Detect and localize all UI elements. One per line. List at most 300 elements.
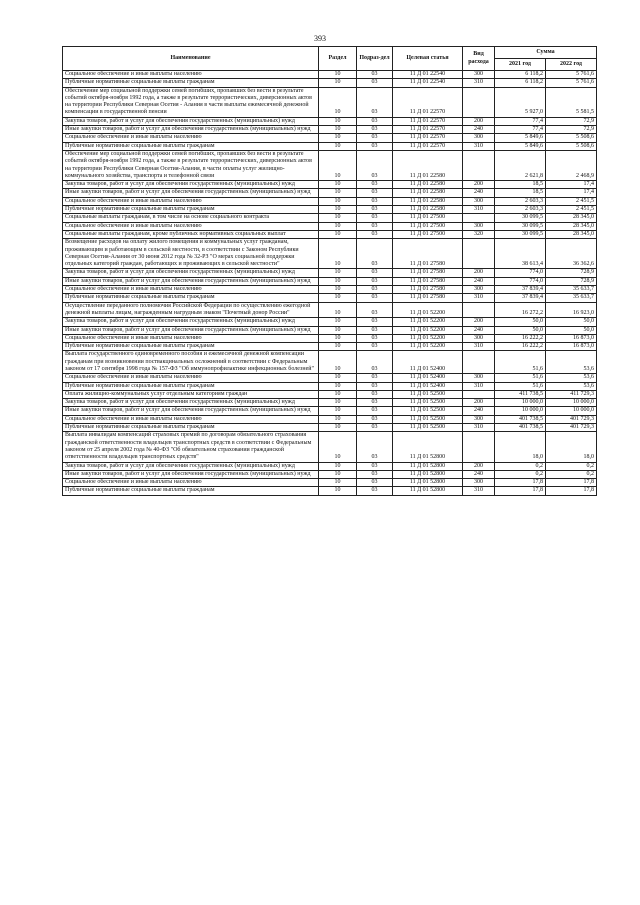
row-sum-2021: 51,6 bbox=[495, 351, 546, 374]
row-name: Выплата инвалидам компенсаций страховых премий по договорам обязательного страхования гражданской ответственности владельцев транспортных средств в соответствии с Федеральным законом от 25 апреля 2002 года № 40-ФЗ "Об обязательном страховании гражданской ответственности владельцев транспортных средств" bbox=[63, 432, 319, 462]
table-row bbox=[63, 351, 597, 374]
row-subsection: 03 bbox=[357, 432, 393, 462]
row-expense-type: 310 bbox=[463, 206, 495, 214]
table-row bbox=[63, 206, 597, 214]
row-name: Иные закупки товаров, работ и услуг для обеспечения государственных (муниципальных) нужд bbox=[63, 326, 319, 334]
row-name: Публичные нормативные социальные выплаты гражданам bbox=[63, 487, 319, 495]
header-sum: Сумма bbox=[495, 47, 597, 59]
row-sum-2022: 28 345,0 bbox=[546, 230, 597, 238]
table-row bbox=[63, 277, 597, 285]
row-subsection: 03 bbox=[357, 479, 393, 487]
row-sum-2021: 16 222,2 bbox=[495, 343, 546, 351]
row-target: 11 Д 01 22580 bbox=[393, 150, 463, 180]
row-sum-2022: 10 000,0 bbox=[546, 407, 597, 415]
row-sum-2021: 774,0 bbox=[495, 269, 546, 277]
row-name: Социальное обеспечение и иные выплаты населению bbox=[63, 334, 319, 342]
row-section: 10 bbox=[319, 374, 357, 382]
row-expense-type: 240 bbox=[463, 470, 495, 478]
table-row bbox=[63, 302, 597, 318]
row-sum-2022: 5 508,6 bbox=[546, 134, 597, 142]
row-name: Социальное обеспечение и иные выплаты населению bbox=[63, 222, 319, 230]
row-target: 11 Д 01 22540 bbox=[393, 71, 463, 79]
row-target: 11 Д 01 27580 bbox=[393, 239, 463, 269]
row-target: 11 Д 01 22580 bbox=[393, 181, 463, 189]
row-sum-2022: 17,4 bbox=[546, 189, 597, 197]
header-section: Раздел bbox=[319, 47, 357, 71]
row-sum-2022: 28 345,0 bbox=[546, 222, 597, 230]
table-row bbox=[63, 399, 597, 407]
row-name: Публичные нормативные социальные выплаты гражданам bbox=[63, 294, 319, 302]
row-target: 11 Д 01 27500 bbox=[393, 230, 463, 238]
header-name: Наименование bbox=[63, 47, 319, 71]
row-expense-type: 240 bbox=[463, 326, 495, 334]
row-expense-type: 200 bbox=[463, 318, 495, 326]
row-expense-type: 300 bbox=[463, 71, 495, 79]
row-target: 11 Д 01 52200 bbox=[393, 326, 463, 334]
row-expense-type: 310 bbox=[463, 79, 495, 87]
row-expense-type: 300 bbox=[463, 334, 495, 342]
row-target: 11 Д 01 52400 bbox=[393, 374, 463, 382]
row-name: Социальное обеспечение и иные выплаты населению bbox=[63, 134, 319, 142]
table-row bbox=[63, 462, 597, 470]
row-section: 10 bbox=[319, 351, 357, 374]
table-row bbox=[63, 126, 597, 134]
row-section: 10 bbox=[319, 126, 357, 134]
row-subsection: 03 bbox=[357, 343, 393, 351]
row-section: 10 bbox=[319, 269, 357, 277]
row-target: 11 Д 01 27580 bbox=[393, 286, 463, 294]
row-sum-2022: 728,9 bbox=[546, 269, 597, 277]
row-target: 11 Д 01 22580 bbox=[393, 189, 463, 197]
row-section: 10 bbox=[319, 214, 357, 222]
row-name: Иные закупки товаров, работ и услуг для обеспечения государственных (муниципальных) нужд bbox=[63, 277, 319, 285]
row-section: 10 bbox=[319, 277, 357, 285]
row-subsection: 03 bbox=[357, 302, 393, 318]
row-sum-2021: 18,5 bbox=[495, 181, 546, 189]
table-body bbox=[63, 71, 597, 496]
row-expense-type bbox=[463, 302, 495, 318]
row-expense-type: 300 bbox=[463, 134, 495, 142]
row-section: 10 bbox=[319, 294, 357, 302]
row-name: Оплата жилищно-коммунальных услуг отдельным категориям граждан bbox=[63, 390, 319, 398]
table-row bbox=[63, 286, 597, 294]
row-subsection: 03 bbox=[357, 374, 393, 382]
row-subsection: 03 bbox=[357, 487, 393, 495]
row-target: 11 Д 01 52800 bbox=[393, 487, 463, 495]
row-expense-type: 240 bbox=[463, 407, 495, 415]
table-row bbox=[63, 79, 597, 87]
row-sum-2021: 401 738,5 bbox=[495, 424, 546, 432]
row-sum-2022: 18,0 bbox=[546, 432, 597, 462]
row-target: 11 Д 01 27500 bbox=[393, 222, 463, 230]
row-target: 11 Д 01 22580 bbox=[393, 197, 463, 205]
row-target: 11 Д 01 52200 bbox=[393, 302, 463, 318]
row-subsection: 03 bbox=[357, 239, 393, 269]
row-section: 10 bbox=[319, 134, 357, 142]
row-sum-2022: 728,9 bbox=[546, 277, 597, 285]
row-target: 11 Д 01 52800 bbox=[393, 479, 463, 487]
row-sum-2021: 77,4 bbox=[495, 117, 546, 125]
row-subsection: 03 bbox=[357, 222, 393, 230]
row-target: 11 Д 01 52500 bbox=[393, 390, 463, 398]
row-section: 10 bbox=[319, 382, 357, 390]
row-subsection: 03 bbox=[357, 277, 393, 285]
row-subsection: 03 bbox=[357, 470, 393, 478]
row-section: 10 bbox=[319, 222, 357, 230]
row-name: Закупка товаров, работ и услуг для обеспечения государственных (муниципальных) нужд bbox=[63, 117, 319, 125]
row-sum-2022: 35 633,7 bbox=[546, 286, 597, 294]
row-section: 10 bbox=[319, 432, 357, 462]
row-subsection: 03 bbox=[357, 142, 393, 150]
row-sum-2022: 401 729,3 bbox=[546, 424, 597, 432]
row-target: 11 Д 01 22540 bbox=[393, 79, 463, 87]
row-section: 10 bbox=[319, 286, 357, 294]
table-row bbox=[63, 432, 597, 462]
row-section: 10 bbox=[319, 334, 357, 342]
row-sum-2022: 53,6 bbox=[546, 351, 597, 374]
row-name: Публичные нормативные социальные выплаты гражданам bbox=[63, 79, 319, 87]
row-sum-2022: 28 345,0 bbox=[546, 214, 597, 222]
row-name: Закупка товаров, работ и услуг для обеспечения государственных (муниципальных) нужд bbox=[63, 318, 319, 326]
row-expense-type: 240 bbox=[463, 189, 495, 197]
row-name: Закупка товаров, работ и услуг для обеспечения государственных (муниципальных) нужд bbox=[63, 399, 319, 407]
row-subsection: 03 bbox=[357, 424, 393, 432]
row-expense-type: 200 bbox=[463, 269, 495, 277]
table-row bbox=[63, 390, 597, 398]
row-subsection: 03 bbox=[357, 351, 393, 374]
row-subsection: 03 bbox=[357, 294, 393, 302]
row-subsection: 03 bbox=[357, 150, 393, 180]
row-section: 10 bbox=[319, 470, 357, 478]
row-subsection: 03 bbox=[357, 197, 393, 205]
table-row bbox=[63, 214, 597, 222]
row-subsection: 03 bbox=[357, 134, 393, 142]
table-row bbox=[63, 197, 597, 205]
row-target: 11 Д 01 27500 bbox=[393, 214, 463, 222]
table-row bbox=[63, 382, 597, 390]
row-expense-type: 300 bbox=[463, 286, 495, 294]
row-expense-type: 300 bbox=[463, 222, 495, 230]
row-name: Закупка товаров, работ и услуг для обеспечения государственных (муниципальных) нужд bbox=[63, 462, 319, 470]
row-subsection: 03 bbox=[357, 206, 393, 214]
row-subsection: 03 bbox=[357, 269, 393, 277]
row-name: Социальные выплаты гражданам, кроме публичных нормативных социальных выплат bbox=[63, 230, 319, 238]
row-target: 11 Д 01 22580 bbox=[393, 206, 463, 214]
row-sum-2022: 16 923,0 bbox=[546, 302, 597, 318]
row-expense-type bbox=[463, 351, 495, 374]
row-expense-type bbox=[463, 214, 495, 222]
table-row bbox=[63, 318, 597, 326]
row-sum-2022: 16 873,0 bbox=[546, 334, 597, 342]
row-section: 10 bbox=[319, 87, 357, 117]
row-section: 10 bbox=[319, 206, 357, 214]
table-row bbox=[63, 374, 597, 382]
row-expense-type: 200 bbox=[463, 462, 495, 470]
row-target: 11 Д 01 22570 bbox=[393, 117, 463, 125]
table-row bbox=[63, 334, 597, 342]
row-sum-2021: 5 849,6 bbox=[495, 142, 546, 150]
row-name: Иные закупки товаров, работ и услуг для обеспечения государственных (муниципальных) нужд bbox=[63, 407, 319, 415]
row-sum-2021: 0,2 bbox=[495, 462, 546, 470]
row-sum-2021: 2 603,3 bbox=[495, 197, 546, 205]
row-sum-2021: 16 272,2 bbox=[495, 302, 546, 318]
row-sum-2021: 5 927,0 bbox=[495, 87, 546, 117]
row-sum-2021: 2 603,3 bbox=[495, 206, 546, 214]
row-subsection: 03 bbox=[357, 318, 393, 326]
row-section: 10 bbox=[319, 479, 357, 487]
row-target: 11 Д 01 52500 bbox=[393, 415, 463, 423]
row-subsection: 03 bbox=[357, 399, 393, 407]
table-header bbox=[63, 47, 597, 71]
row-target: 11 Д 01 52500 bbox=[393, 407, 463, 415]
row-subsection: 03 bbox=[357, 326, 393, 334]
row-sum-2021: 2 621,8 bbox=[495, 150, 546, 180]
row-expense-type bbox=[463, 150, 495, 180]
row-sum-2022: 17,8 bbox=[546, 479, 597, 487]
row-name: Обеспечение мер социальной поддержки семей погибших, пропавших без вести в результате событий октября-ноября 1992 года, а также в результате террористических, диверсионных актов на территории Республики Северная Осетия - Алания в части выплаты ежемесячной денежной компенсации в государственной пенсии bbox=[63, 87, 319, 117]
row-expense-type: 300 bbox=[463, 415, 495, 423]
table-row bbox=[63, 71, 597, 79]
row-expense-type bbox=[463, 432, 495, 462]
budget-table bbox=[62, 46, 597, 496]
row-name: Социальное обеспечение и иные выплаты населению bbox=[63, 71, 319, 79]
row-expense-type: 310 bbox=[463, 382, 495, 390]
table-row bbox=[63, 343, 597, 351]
row-subsection: 03 bbox=[357, 126, 393, 134]
row-expense-type: 200 bbox=[463, 117, 495, 125]
row-name: Осуществление переданного полномочия Российской Федерации по осуществлению ежегодной денежной выплаты лицам, награжденным нагрудным знаком "Почетный донор России" bbox=[63, 302, 319, 318]
row-sum-2021: 30 099,5 bbox=[495, 230, 546, 238]
row-subsection: 03 bbox=[357, 390, 393, 398]
table-row bbox=[63, 230, 597, 238]
row-expense-type: 310 bbox=[463, 142, 495, 150]
table-row bbox=[63, 142, 597, 150]
row-subsection: 03 bbox=[357, 382, 393, 390]
row-sum-2021: 38 613,4 bbox=[495, 239, 546, 269]
table-row bbox=[63, 150, 597, 180]
row-subsection: 03 bbox=[357, 87, 393, 117]
row-sum-2021: 30 099,5 bbox=[495, 222, 546, 230]
row-sum-2021: 51,6 bbox=[495, 374, 546, 382]
row-target: 11 Д 01 52500 bbox=[393, 424, 463, 432]
row-sum-2022: 53,6 bbox=[546, 382, 597, 390]
row-target: 11 Д 01 52400 bbox=[393, 382, 463, 390]
header-2022: 2022 год bbox=[546, 59, 597, 71]
row-expense-type: 200 bbox=[463, 399, 495, 407]
row-section: 10 bbox=[319, 399, 357, 407]
row-name: Публичные нормативные социальные выплаты гражданам bbox=[63, 142, 319, 150]
row-target: 11 Д 01 52200 bbox=[393, 334, 463, 342]
row-subsection: 03 bbox=[357, 189, 393, 197]
row-name: Публичные нормативные социальные выплаты гражданам bbox=[63, 382, 319, 390]
row-section: 10 bbox=[319, 239, 357, 269]
row-name: Иные закупки товаров, работ и услуг для обеспечения государственных (муниципальных) нужд bbox=[63, 189, 319, 197]
row-expense-type bbox=[463, 239, 495, 269]
row-target: 11 Д 01 52500 bbox=[393, 399, 463, 407]
row-sum-2022: 50,0 bbox=[546, 326, 597, 334]
row-target: 11 Д 01 22570 bbox=[393, 134, 463, 142]
table-row bbox=[63, 424, 597, 432]
row-subsection: 03 bbox=[357, 230, 393, 238]
row-sum-2021: 774,0 bbox=[495, 277, 546, 285]
row-sum-2021: 5 849,6 bbox=[495, 134, 546, 142]
row-section: 10 bbox=[319, 189, 357, 197]
row-subsection: 03 bbox=[357, 117, 393, 125]
row-sum-2021: 37 839,4 bbox=[495, 286, 546, 294]
row-section: 10 bbox=[319, 424, 357, 432]
row-sum-2021: 401 738,5 bbox=[495, 415, 546, 423]
row-name: Социальное обеспечение и иные выплаты населению bbox=[63, 197, 319, 205]
row-sum-2021: 16 222,2 bbox=[495, 334, 546, 342]
row-sum-2022: 17,8 bbox=[546, 487, 597, 495]
page-number: 393 bbox=[314, 34, 326, 43]
row-target: 11 Д 01 52800 bbox=[393, 432, 463, 462]
row-subsection: 03 bbox=[357, 71, 393, 79]
row-subsection: 03 bbox=[357, 286, 393, 294]
row-sum-2021: 0,2 bbox=[495, 470, 546, 478]
row-section: 10 bbox=[319, 390, 357, 398]
row-subsection: 03 bbox=[357, 415, 393, 423]
header-expense-type: Вид расхода bbox=[463, 47, 495, 71]
row-name: Обеспечение мер социальной поддержки семей погибших, пропавших без вести в результате событий октября-ноября 1992 года, а также в результате террористических, диверсионных актов на территории Республики Северная Осетия-Алания, в части оплаты услуг жилищно-коммунального хозяйства, транспорта и телефонной связи bbox=[63, 150, 319, 180]
row-section: 10 bbox=[319, 326, 357, 334]
row-sum-2021: 50,0 bbox=[495, 318, 546, 326]
row-name: Публичные нормативные социальные выплаты гражданам bbox=[63, 343, 319, 351]
row-sum-2022: 72,9 bbox=[546, 126, 597, 134]
row-name: Выплата государственного единовременного пособия и ежемесячной денежной компенсации гражданам при возникновении поствакцинальных осложнений в соответствии с Федеральным законом от 17 сентября 1998 года № 157-ФЗ "Об иммунопрофилактике инфекционных болезней" bbox=[63, 351, 319, 374]
row-sum-2022: 17,4 bbox=[546, 181, 597, 189]
row-expense-type: 310 bbox=[463, 294, 495, 302]
row-expense-type: 200 bbox=[463, 181, 495, 189]
row-sum-2021: 10 000,0 bbox=[495, 407, 546, 415]
row-expense-type: 300 bbox=[463, 197, 495, 205]
row-subsection: 03 bbox=[357, 181, 393, 189]
row-name: Иные закупки товаров, работ и услуг для обеспечения государственных (муниципальных) нужд bbox=[63, 470, 319, 478]
row-name: Социальное обеспечение и иные выплаты населению bbox=[63, 479, 319, 487]
row-sum-2022: 5 761,6 bbox=[546, 71, 597, 79]
row-sum-2021: 6 118,2 bbox=[495, 71, 546, 79]
row-target: 11 Д 01 52800 bbox=[393, 462, 463, 470]
row-sum-2022: 411 729,3 bbox=[546, 390, 597, 398]
row-sum-2022: 401 729,3 bbox=[546, 415, 597, 423]
row-expense-type: 240 bbox=[463, 277, 495, 285]
row-section: 10 bbox=[319, 462, 357, 470]
row-target: 11 Д 01 22570 bbox=[393, 87, 463, 117]
table-row bbox=[63, 326, 597, 334]
row-section: 10 bbox=[319, 230, 357, 238]
row-sum-2021: 18,5 bbox=[495, 189, 546, 197]
row-section: 10 bbox=[319, 318, 357, 326]
row-target: 11 Д 01 52800 bbox=[393, 470, 463, 478]
table-row bbox=[63, 189, 597, 197]
row-section: 10 bbox=[319, 142, 357, 150]
row-sum-2022: 0,2 bbox=[546, 462, 597, 470]
row-name: Социальное обеспечение и иные выплаты населению bbox=[63, 415, 319, 423]
row-name: Возмещение расходов на оплату жилого помещения и коммунальных услуг гражданам, проживающим и работающим в сельской местности, в соответствии с Законом Республики Северная Осетия-Алания от 30 июня 2012 года № 32-РЗ "О мерах социальной поддержки отдельных категорий граждан, работающих и проживающих в сельской местности" bbox=[63, 239, 319, 269]
row-sum-2022: 72,9 bbox=[546, 117, 597, 125]
row-sum-2021: 77,4 bbox=[495, 126, 546, 134]
table-row bbox=[63, 117, 597, 125]
row-sum-2021: 411 738,5 bbox=[495, 390, 546, 398]
row-expense-type: 300 bbox=[463, 479, 495, 487]
row-section: 10 bbox=[319, 343, 357, 351]
row-sum-2022: 0,2 bbox=[546, 470, 597, 478]
row-target: 11 Д 01 22570 bbox=[393, 142, 463, 150]
row-name: Социальное обеспечение и иные выплаты населению bbox=[63, 286, 319, 294]
row-subsection: 03 bbox=[357, 214, 393, 222]
row-expense-type bbox=[463, 87, 495, 117]
row-name: Социальные выплаты гражданам, в том числе на основе социального контракта bbox=[63, 214, 319, 222]
row-section: 10 bbox=[319, 302, 357, 318]
row-sum-2021: 17,8 bbox=[495, 487, 546, 495]
header-subsection: Подраз-дел bbox=[357, 47, 393, 71]
table-row bbox=[63, 294, 597, 302]
row-target: 11 Д 01 52400 bbox=[393, 351, 463, 374]
row-sum-2022: 10 000,0 bbox=[546, 399, 597, 407]
row-target: 11 Д 01 22570 bbox=[393, 126, 463, 134]
row-name: Публичные нормативные социальные выплаты гражданам bbox=[63, 206, 319, 214]
row-sum-2022: 53,6 bbox=[546, 374, 597, 382]
row-sum-2021: 50,0 bbox=[495, 326, 546, 334]
row-subsection: 03 bbox=[357, 407, 393, 415]
row-sum-2022: 36 362,6 bbox=[546, 239, 597, 269]
row-sum-2022: 5 761,6 bbox=[546, 79, 597, 87]
row-expense-type bbox=[463, 390, 495, 398]
row-expense-type: 320 bbox=[463, 230, 495, 238]
row-section: 10 bbox=[319, 117, 357, 125]
row-sum-2021: 37 839,4 bbox=[495, 294, 546, 302]
row-sum-2021: 18,0 bbox=[495, 432, 546, 462]
row-expense-type: 300 bbox=[463, 374, 495, 382]
row-expense-type: 310 bbox=[463, 487, 495, 495]
table-row bbox=[63, 479, 597, 487]
table-row bbox=[63, 239, 597, 269]
row-expense-type: 310 bbox=[463, 343, 495, 351]
row-sum-2022: 5 508,6 bbox=[546, 142, 597, 150]
row-sum-2022: 2 468,9 bbox=[546, 150, 597, 180]
row-target: 11 Д 01 27580 bbox=[393, 269, 463, 277]
row-section: 10 bbox=[319, 197, 357, 205]
table-row bbox=[63, 487, 597, 495]
row-subsection: 03 bbox=[357, 334, 393, 342]
row-sum-2021: 17,8 bbox=[495, 479, 546, 487]
row-target: 11 Д 01 52200 bbox=[393, 318, 463, 326]
row-subsection: 03 bbox=[357, 462, 393, 470]
row-sum-2022: 5 581,5 bbox=[546, 87, 597, 117]
row-target: 11 Д 01 27580 bbox=[393, 277, 463, 285]
row-section: 10 bbox=[319, 71, 357, 79]
row-sum-2021: 30 099,5 bbox=[495, 214, 546, 222]
row-sum-2021: 51,6 bbox=[495, 382, 546, 390]
row-target: 11 Д 01 52200 bbox=[393, 343, 463, 351]
row-sum-2022: 2 451,5 bbox=[546, 197, 597, 205]
table-row bbox=[63, 470, 597, 478]
row-section: 10 bbox=[319, 407, 357, 415]
row-section: 10 bbox=[319, 150, 357, 180]
row-sum-2022: 2 451,5 bbox=[546, 206, 597, 214]
row-subsection: 03 bbox=[357, 79, 393, 87]
table-row bbox=[63, 415, 597, 423]
table-row bbox=[63, 181, 597, 189]
row-sum-2022: 35 633,7 bbox=[546, 294, 597, 302]
table-row bbox=[63, 407, 597, 415]
row-name: Публичные нормативные социальные выплаты гражданам bbox=[63, 424, 319, 432]
header-2021: 2021 год bbox=[495, 59, 546, 71]
row-name: Закупка товаров, работ и услуг для обеспечения государственных (муниципальных) нужд bbox=[63, 269, 319, 277]
row-section: 10 bbox=[319, 415, 357, 423]
row-target: 11 Д 01 27580 bbox=[393, 294, 463, 302]
row-section: 10 bbox=[319, 487, 357, 495]
